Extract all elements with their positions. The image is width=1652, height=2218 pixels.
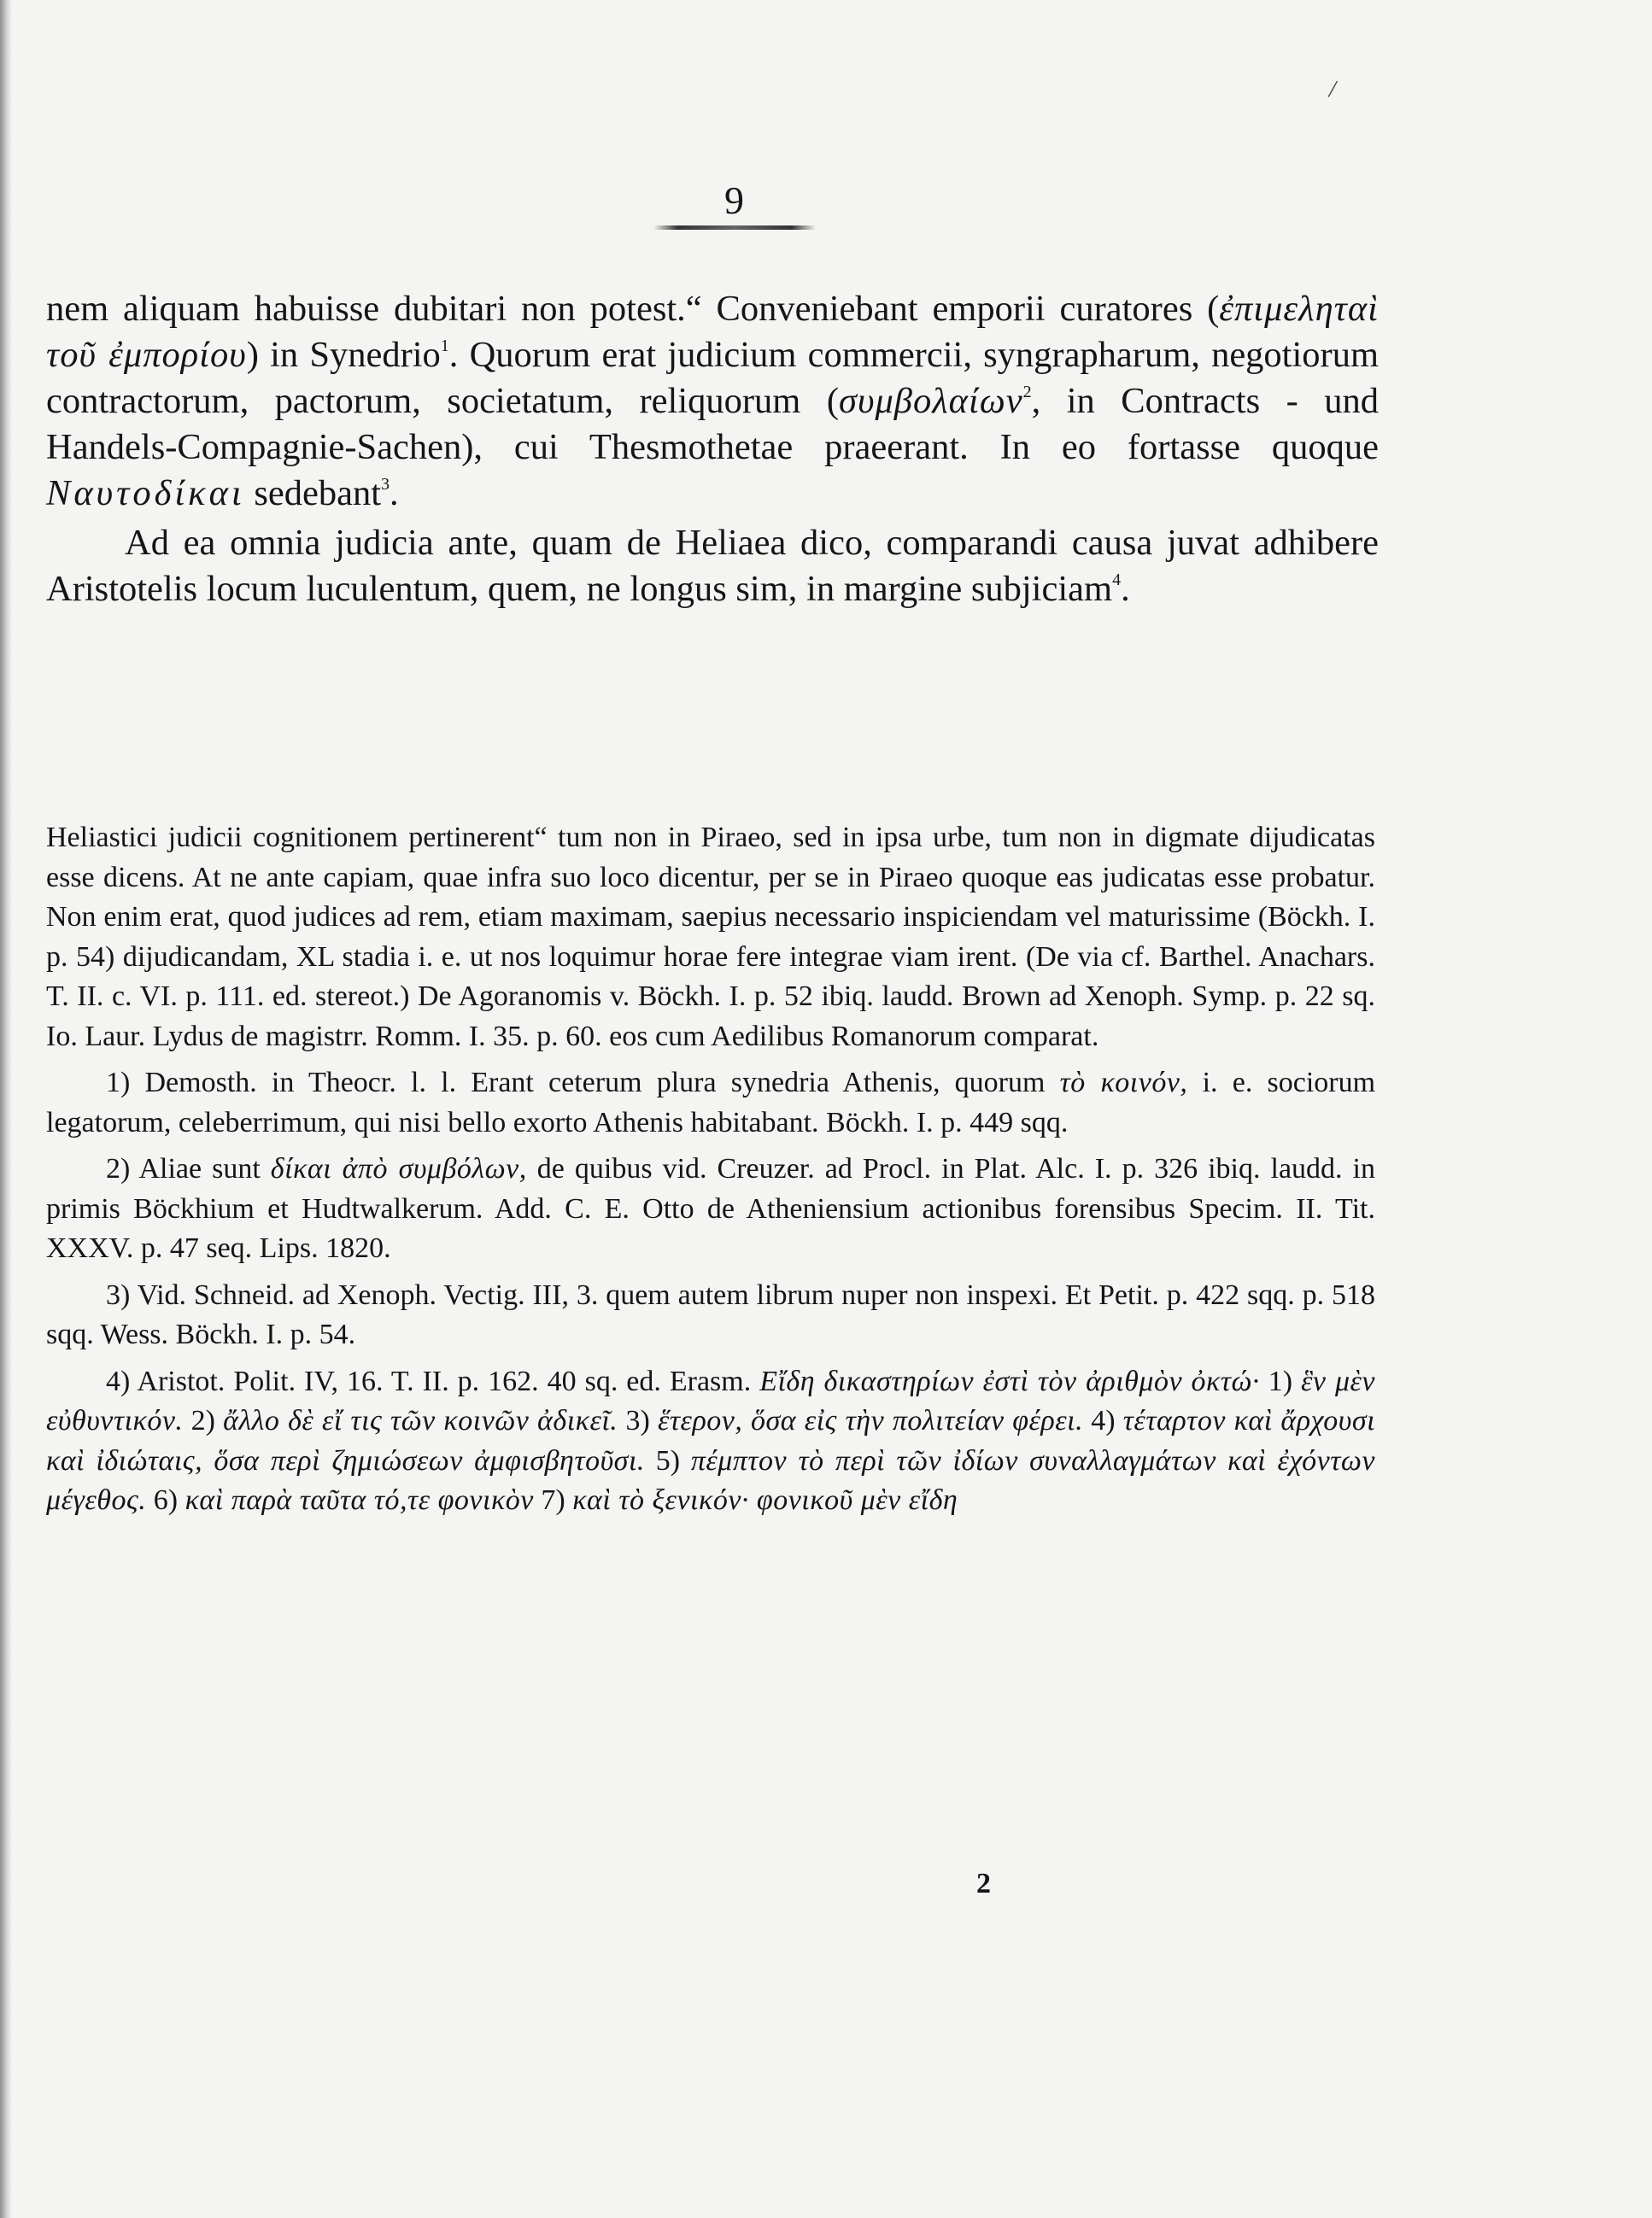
corner-mark: / xyxy=(1327,74,1339,104)
fn4-num-7: 7) xyxy=(541,1484,565,1516)
fn4-num-1: 1) xyxy=(1268,1365,1293,1397)
footnote-2 xyxy=(46,1150,1375,1269)
paragraph-2 xyxy=(46,520,1379,612)
p1-text-b: ) in Synedrio xyxy=(246,335,441,375)
fn4-greek-8: καὶ τὸ ξενικόν· φονικοῦ μὲν εἴδη xyxy=(572,1484,958,1516)
p1-greek-1: ἐπιμεληταὶ τοῦ ἐμπορίου xyxy=(46,289,1379,375)
footnotes xyxy=(46,818,1375,1521)
fn1-text-b: i. e. sociorum legatorum, celeberrimum, qui nisi bello exorto Athenis habitabant. Böckh. I. p. 449 sqq. xyxy=(46,1067,1376,1138)
fn4-greek-6: πέμπτον τὸ περὶ τῶν ἰδίων συναλλαγμάτων καὶ ἐχόντων μέγεθος. xyxy=(46,1444,1376,1516)
fn4-greek-7: καὶ παρὰ ταῦτα τό,τε φονικὸν xyxy=(185,1484,534,1516)
fn2-greek: δίκαι ἀπὸ συμβόλων, xyxy=(270,1153,527,1185)
footnote-ref-3: 3 xyxy=(381,475,390,494)
fn4-greek-2: ἓν μὲν εὐθυντικόν. xyxy=(46,1365,1376,1437)
page-number: 9 xyxy=(724,178,745,222)
fn1-greek: τὸ κοινόν, xyxy=(1059,1067,1188,1098)
fn4-greek-4: ἕτερον, ὅσα εἰς τὴν πολιτείαν φέρει. xyxy=(657,1405,1084,1437)
footnote-ref-1: 1 xyxy=(440,337,449,355)
p1-greek-2: συμβολαίων xyxy=(838,381,1023,421)
footnote-ref-2: 2 xyxy=(1022,383,1032,401)
fn4-greek-5: τέταρτον καὶ ἄρχουσι καὶ ἰδιώταις, ὅσα περὶ ζημιώσεων ἀμφισβητοῦσι. xyxy=(46,1405,1376,1477)
footnote-continuation: Heliastici judicii cognitionem pertinerent“ tum non in Piraeo, sed in ipsa urbe, tum non in digmate dijudicatas esse dicens. At ne ante capiam, quae infra suo loco dicentur, per se in Piraeo quoque eas judicatas esse probatur. Non enim erat, quod judices ad rem, etiam maximam, saepius necessario inspiciendam vel maturissime (Böckh. I. p. 54) dijudicandam, XL stadia i. e. ut nos loquimur horae fere integrae viam irent. (De via cf. Barthel. Anachars. T. II. c. VI. p. 111. ed. stereot.) De Agoranomis v. Böckh. I. p. 52 ibiq. laudd. Brown ad Xenoph. Symp. p. 22 sq. Io. Laur. Lydus de magistrr. Romm. I. 35. p. 60. eos cum Aedilibus Romanorum comparat. xyxy=(46,822,1375,1052)
fn4-num-6: 6) xyxy=(153,1484,179,1516)
fn4-greek-1: Εἴδη δικαστηρίων ἐστὶ τὸν ἀριθμὸν ὀκτώ· xyxy=(759,1365,1260,1397)
fn4-num-4: 4) xyxy=(1091,1405,1116,1437)
p1-text-f: . xyxy=(390,473,399,513)
main-text xyxy=(46,286,1379,612)
fn4-text-a: 4) Aristot. Polit. IV, 16. T. II. p. 162. 40 sq. ed. Erasm. xyxy=(106,1365,752,1397)
p2-text-a: Ad ea omnia judicia ante, quam de Heliaea dico, comparandi causa juvat adhibere Aristotelis locum luculentum, quem, ne longus sim, in margine subjiciam xyxy=(46,523,1379,609)
page-edge xyxy=(0,0,12,2218)
p1-greek-3: Ναυτοδίκαι xyxy=(46,473,245,513)
footnote-1 xyxy=(46,1063,1375,1143)
fn2-text-a: 2) Aliae sunt xyxy=(106,1153,261,1185)
signature-mark: 2 xyxy=(976,1868,991,1899)
footnote-4 xyxy=(46,1362,1375,1521)
p1-text-e: sedebant xyxy=(254,473,382,513)
header-rule xyxy=(653,225,816,230)
fn4-num-2: 2) xyxy=(190,1405,215,1437)
fn4-num-5: 5) xyxy=(655,1444,681,1477)
fn1-text-a: 1) Demosth. in Theocr. l. l. Erant ceterum plura synedria Athenis, quorum xyxy=(106,1067,1046,1098)
p1-text-d: , in Contracts - und Handels-Compagnie-Sachen), cui Thesmothetae praeerant. In eo fortasse quoque xyxy=(46,381,1379,467)
footnote-ref-4: 4 xyxy=(1112,571,1122,589)
fn2-text-b: de quibus vid. Creuzer. ad Procl. in Plat. Alc. I. p. 326 ibiq. laudd. in primis Böckhium et Hudtwalkerum. Add. C. E. Otto de Atheniensium actionibus forensibus Specim. II. Tit. XXXV. p. 47 seq. Lips. 1820. xyxy=(46,1153,1375,1264)
p1-text-a: nem aliquam habuisse dubitari non potest.“ Conveniebant emporii curatores ( xyxy=(46,289,1220,329)
paragraph-1 xyxy=(46,286,1379,517)
page-header xyxy=(598,179,871,230)
footnote-3: 3) Vid. Schneid. ad Xenoph. Vectig. III, 3. quem autem librum nuper non inspexi. Et Petit. p. 422 sqq. p. 518 sqq. Wess. Böckh. I. p. 54. xyxy=(46,1279,1375,1350)
fn4-greek-3: ἄλλο δὲ εἴ τις τῶν κοινῶν ἀδικεῖ. xyxy=(223,1405,618,1437)
p2-text-b: . xyxy=(1121,569,1130,609)
fn4-num-3: 3) xyxy=(625,1405,650,1437)
p1-text-c: . Quorum erat judicium commercii, syngrapharum, negotiorum contractorum, pactorum, societatum, reliquorum ( xyxy=(46,335,1380,421)
